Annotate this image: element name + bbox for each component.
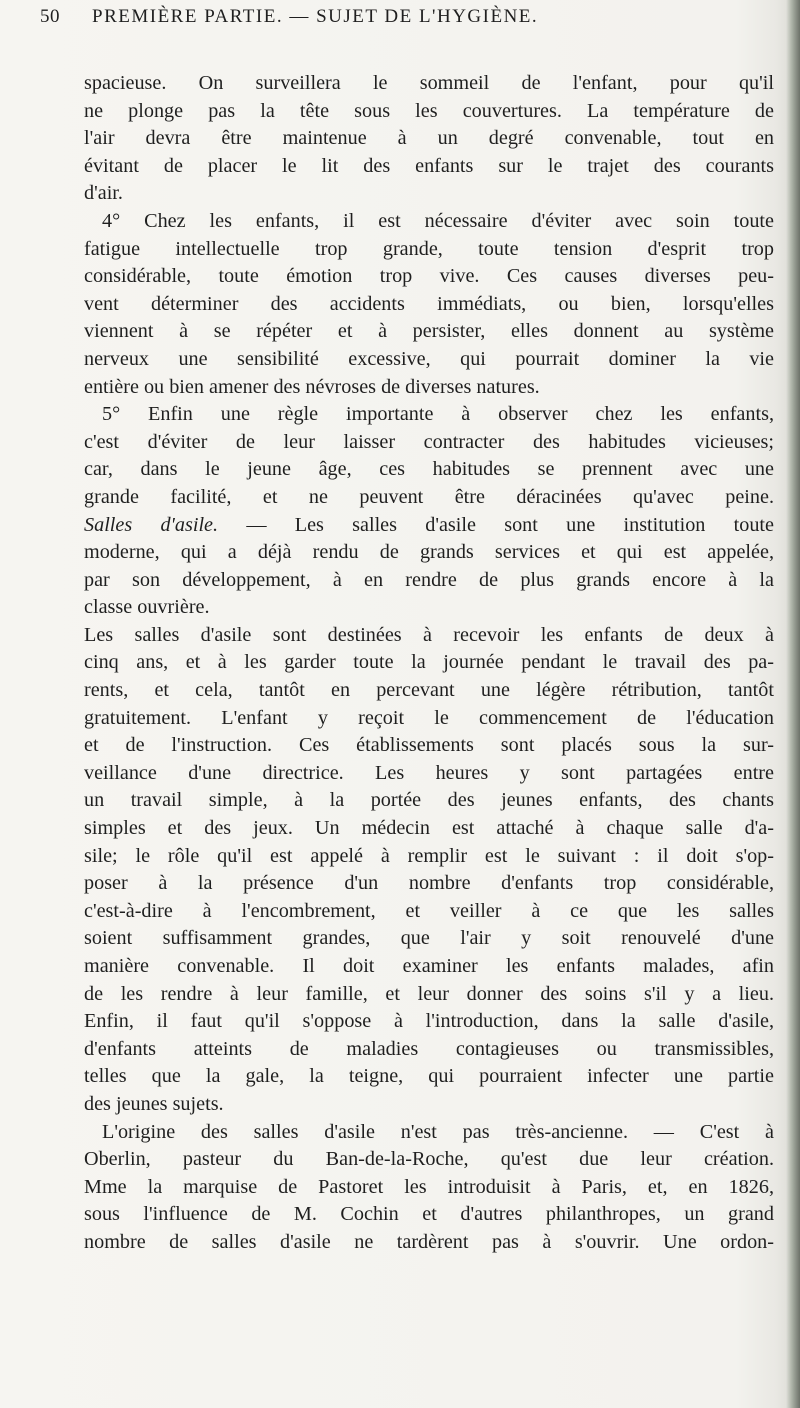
text-line: gratuitement. L'enfant y reçoit le commencement de l'éducation [84, 706, 774, 729]
text-line: moderne, qui a déjà rendu de grands services et qui est appelée, [84, 541, 774, 564]
text-line: telles que la gale, la teigne, qui pourraient infecter une partie [84, 1065, 774, 1088]
text-line: d'air. [84, 182, 123, 205]
text-line: poser à la présence d'un nombre d'enfants trop considérable, [84, 872, 774, 895]
text-line: nombre de salles d'asile ne tardèrent pas à s'ouvrir. Une ordon- [84, 1230, 774, 1253]
text-line: un travail simple, à la portée des jeunes enfants, des chants [84, 789, 774, 812]
text-line: classe ouvrière. [84, 596, 210, 619]
text-line: grande facilité, et ne peuvent être déracinées qu'avec peine. [84, 485, 774, 508]
text-line: l'air devra être maintenue à un degré convenable, tout en [84, 127, 774, 150]
body-text [84, 70, 774, 1257]
text-line: soient suffisamment grandes, que l'air y soit renouvelé d'une [84, 927, 774, 950]
page-edge-shadow [786, 0, 800, 1408]
running-head: PREMIÈRE PARTIE. — SUJET DE L'HYGIÈNE. [92, 6, 539, 27]
text-line: des jeunes sujets. [84, 1092, 224, 1115]
text-line: simples et des jeux. Un médecin est attaché à chaque salle d'a- [84, 817, 774, 840]
text-line: c'est-à-dire à l'encombrement, et veiller à ce que les salles [84, 899, 774, 922]
text-line: L'origine des salles d'asile n'est pas très-ancienne. — C'est à [102, 1120, 774, 1143]
page-number: 50 [40, 6, 60, 27]
text-line: rents, et cela, tantôt en percevant une légère rétribution, tantôt [84, 679, 774, 702]
text-line-rest: la marquise de Pastoret les introduisit à Paris, et, en 1826, [147, 1175, 774, 1198]
text-line: nerveux une sensibilité excessive, qui pourrait dominer la vie [84, 347, 774, 370]
text-line: fatigue intellectuelle trop grande, toute tension d'esprit trop [84, 237, 774, 260]
text-line [84, 1174, 774, 1202]
text-line: d'enfants atteints de maladies contagieuses ou transmissibles, [84, 1037, 774, 1060]
text-line: car, dans le jeune âge, ces habitudes se prennent avec une [84, 458, 774, 481]
text-line: par son développement, à en rendre de plus grands encore à la [84, 568, 774, 591]
text-line: cinq ans, et à les garder toute la journée pendant le travail des pa- [84, 651, 774, 674]
text-line: c'est d'éviter de leur laisser contracter des habitudes vicieuses; [84, 430, 774, 453]
text-line: veillance d'une directrice. Les heures y sont partagées entre [84, 761, 774, 784]
honorific: Mme [84, 1175, 127, 1198]
text-line: entière ou bien amener des névroses de diverses natures. [84, 375, 540, 398]
text-line: viennent à se répéter et à persister, elles donnent au système [84, 320, 774, 343]
section-heading: Salles d'asile. [84, 513, 219, 536]
page-header [40, 6, 780, 34]
text-line: sile; le rôle qu'il est appelé à remplir est le suivant : il doit s'op- [84, 844, 774, 867]
text-line: spacieuse. On surveillera le sommeil de l'enfant, pour qu'il [84, 72, 774, 94]
text-line: 4° Chez les enfants, il est nécessaire d'éviter avec soin toute [102, 209, 774, 232]
text-line: vent déterminer des accidents immédiats, ou bien, lorsqu'elles [84, 292, 774, 315]
text-line: évitant de placer le lit des enfants sur le trajet des courants [84, 154, 774, 177]
text-line: considérable, toute émotion trop vive. Ces causes diverses peu- [84, 265, 774, 288]
section-heading-rest: — Les salles d'asile sont une institution toute [246, 513, 774, 536]
text-line: Les salles d'asile sont destinées à recevoir les enfants de deux à [84, 623, 774, 646]
text-line: ne plonge pas la tête sous les couvertures. La température de [84, 99, 774, 122]
section-heading-line [84, 512, 774, 540]
text-line: de les rendre à leur famille, et leur donner des soins s'il y a lieu. [84, 982, 774, 1005]
text-line: et de l'instruction. Ces établissements sont placés sous la sur- [84, 734, 774, 757]
text-line: Enfin, il faut qu'il s'oppose à l'introduction, dans la salle d'asile, [84, 1010, 774, 1033]
text-line: manière convenable. Il doit examiner les enfants malades, afin [84, 955, 774, 977]
text-line: sous l'influence de M. Cochin et d'autres philanthropes, un grand [84, 1203, 774, 1226]
text-line: Oberlin, pasteur du Ban-de-la-Roche, qu'est due leur création. [84, 1148, 774, 1171]
text-line: 5° Enfin une règle importante à observer chez les enfants, [102, 403, 774, 426]
